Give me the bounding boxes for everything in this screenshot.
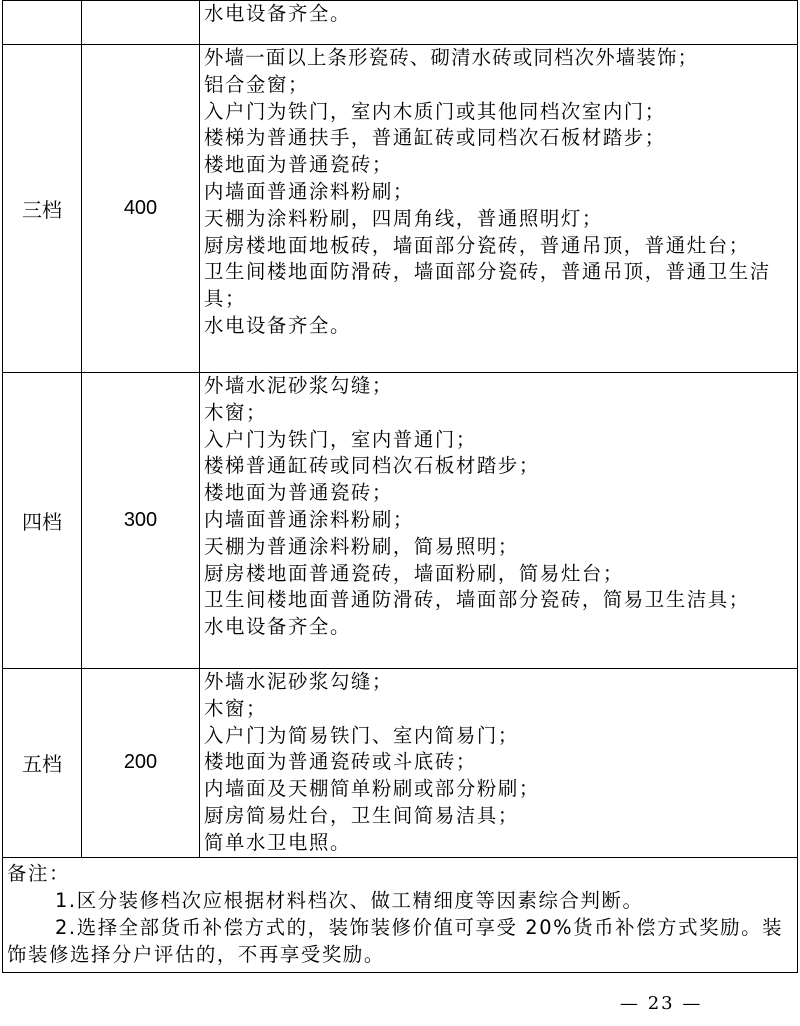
description-line: 楼梯为普通扶手，普通缸砖或同档次石板材踏步； [204, 126, 666, 150]
description-line: 水电设备齐全。 [204, 2, 351, 25]
table-row [3, 373, 798, 669]
description-line: 入户门为简易铁门、室内简易门； [204, 723, 519, 747]
description-line: 楼地面为普通瓷砖； [204, 481, 393, 505]
description-line: 厨房楼地面普通瓷砖，墙面粉刷，简易灶台； [204, 561, 624, 585]
decoration-grade-table [2, 0, 798, 973]
description-line: 铝合金窗； [204, 72, 309, 96]
notes-cell [3, 857, 798, 972]
description-line: 水电设备齐全。 [204, 615, 351, 639]
description-line: 木窗； [204, 400, 267, 424]
amount-cell: 300 [82, 373, 200, 669]
description-line: 外墙水泥砂浆勾缝； [204, 670, 393, 693]
description-cell [200, 1, 798, 45]
notes-row [3, 857, 798, 972]
description-line: 水电设备齐全。 [204, 313, 351, 337]
description-line: 楼地面为普通瓷砖； [204, 153, 393, 177]
description-line: 外墙一面以上条形瓷砖、砌清水砖或同档次外墙装饰； [204, 46, 699, 69]
amount-cell [82, 1, 200, 45]
description-line: 厨房楼地面地板砖，墙面部分瓷砖，普通吊顶，普通灶台； [204, 233, 750, 257]
grade-cell: 五档 [3, 669, 82, 858]
note-item-1: 1.区分装修档次应根据材料档次、做工精细度等因素综合判断。 [55, 888, 644, 912]
description-line: 外墙水泥砂浆勾缝； [204, 374, 393, 397]
description-line: 天棚为普通涂料粉刷，简易照明； [204, 534, 519, 558]
grade-table [2, 0, 798, 973]
description-line: 卫生间楼地面防滑砖，墙面部分瓷砖，普通吊顶，普通卫生洁具； [204, 260, 771, 311]
description-cell [200, 669, 798, 858]
grade-cell [3, 1, 82, 45]
description-line: 内墙面及天棚简单粉刷或部分粉刷； [204, 777, 540, 801]
grade-cell: 四档 [3, 373, 82, 669]
description-line: 入户门为铁门，室内普通门； [204, 427, 477, 451]
description-line: 简单水卫电照。 [204, 830, 351, 854]
description-line: 楼地面为普通瓷砖或斗底砖； [204, 750, 477, 774]
description-line: 内墙面普通涂料粉刷； [204, 179, 414, 203]
description-line: 入户门为铁门，室内木质门或其他同档次室内门； [204, 99, 666, 123]
description-cell [200, 45, 798, 373]
notes-heading: 备注： [7, 861, 70, 885]
description-line: 厨房简易灶台，卫生间简易洁具； [204, 803, 519, 827]
amount-cell: 200 [82, 669, 200, 858]
amount-cell: 400 [82, 45, 200, 373]
description-line: 木窗； [204, 696, 267, 720]
note-item-2: 2.选择全部货币补偿方式的，装饰装修价值可享受 20%货币补偿方式奖励。装饰装修选择分户评估的，不再享受奖励。 [7, 915, 784, 966]
grade-cell: 三档 [3, 45, 82, 373]
table-row [3, 45, 798, 373]
description-cell [200, 373, 798, 669]
description-line: 内墙面普通涂料粉刷； [204, 507, 414, 531]
description-line: 卫生间楼地面普通防滑砖，墙面部分瓷砖，简易卫生洁具； [204, 588, 750, 612]
page-number: — 23 — [620, 993, 703, 1014]
description-line: 天棚为涂料粉刷，四周角线，普通照明灯； [204, 206, 603, 230]
table-row [3, 1, 798, 45]
description-line: 楼梯普通缸砖或同档次石板材踏步； [204, 454, 540, 478]
table-row [3, 669, 798, 858]
